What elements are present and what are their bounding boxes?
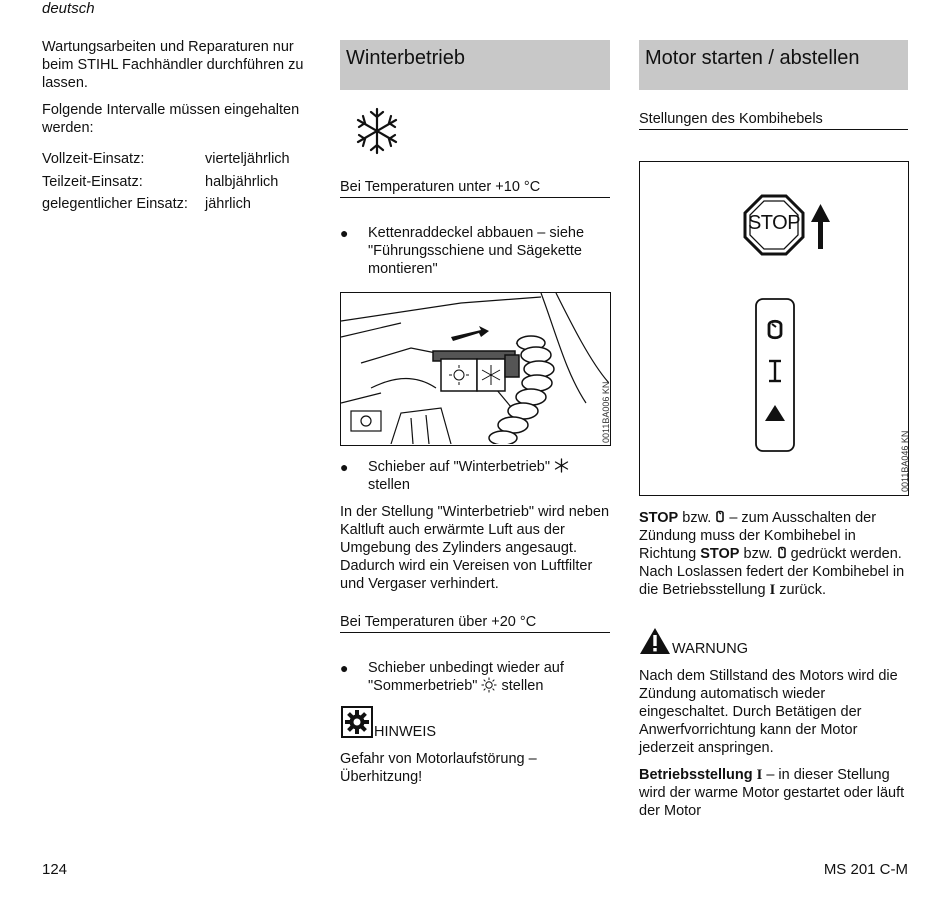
subheading-lever-positions: Stellungen des Kombihebels [639,110,908,130]
operating-position-label: Betriebsstellung [639,767,753,783]
stop-word: STOP [700,546,740,562]
warning-label: WARNUNG [672,641,748,657]
bullet-dot: ● [340,660,349,676]
interval-value: vierteljährlich [205,151,290,167]
stop-sign-text: STOP [747,212,801,234]
run-symbol: I [756,767,763,783]
bullet-dot: ● [340,459,349,475]
lever-positions-figure [639,161,909,496]
list-item-text [368,458,608,494]
text-part: – in dieser Stellung wird der warme Motor gestartet oder läuft der Motor [639,767,905,819]
list-item-text-part: "Sommerbetrieb" [368,678,478,694]
maintenance-paragraph: Wartungsarbeiten und Reparaturen nur beim STIHL Fachhändler durchführen zu lassen. [42,39,304,91]
notice-label: HINWEIS [374,724,437,740]
stop-word: STOP [639,510,679,526]
list-item-text-part: Schieber auf "Winterbetrieb" [368,459,550,475]
list-item-text [368,659,608,695]
list-item [340,458,610,496]
gear-notice-icon [341,706,373,738]
interval-label: Teilzeit-Einsatz: [42,174,143,190]
list-item-text-part: stellen [501,678,544,694]
interval-value: jährlich [205,196,251,212]
model-name: MS 201 C-M [823,861,908,878]
text-part: gedrückt werden. Nach Loslassen federt der Kombihebel in die Betriebsstellung [639,546,905,598]
list-item-text-part: stellen [368,477,410,493]
snowflake-icon [554,458,569,473]
off-symbol-icon [715,510,725,523]
run-symbol: I [769,582,776,598]
subheading-below-10: Bei Temperaturen unter +10 °C [340,178,610,198]
warning-triangle-icon [639,627,671,655]
off-symbol-icon [777,546,787,559]
subheading-above-20: Bei Temperaturen über +20 °C [340,613,610,633]
list-item-text: Kettenraddeckel abbauen – siehe "Führungsschiene und Sägekette montieren" [368,225,585,277]
intervals-intro: Folgende Intervalle müssen eingehalten werden: [42,102,300,136]
bullet-dot: ● [340,225,349,241]
interval-label: Vollzeit-Einsatz: [42,151,145,167]
figure-code: 0011BA006 KN [601,381,611,443]
interval-label: gelegentlicher Einsatz: [42,196,188,212]
interval-value: halbjährlich [205,174,279,190]
figure-code: 0011BA046 KN [900,430,910,492]
language-label: deutsch [42,0,95,17]
text-part: zurück. [779,582,827,598]
section-title-motor: Motor starten / abstellen [639,40,908,90]
warning-text: Nach dem Stillstand des Motors wird die Zündung automatisch wieder eingeschaltet. Durch Betätigen der Anwerfvorrichtung kann der Motor jederzeit anspringen. [639,668,898,756]
sun-icon [481,677,497,693]
snowflake-icon [354,106,400,156]
text-part: – zum Ausschalten der Zündung muss der Kombihebel in Richtung [639,510,877,562]
page-number: 124 [42,861,68,878]
list-item-text-part: Schieber unbedingt wieder auf [368,660,564,676]
stop-explanation [639,509,911,599]
slider-illustration [340,292,611,446]
text-part: bzw. [743,546,773,562]
winter-explanation: In der Stellung "Winterbetrieb" wird neben Kaltluft auch erwärmte Luft aus der Umgebung des Zylinders angesaugt. Dadurch wird ein Vereisen von Luftfilter und Vergaser verhindert. [340,504,610,592]
operating-position-paragraph [639,766,911,820]
list-item [340,224,610,280]
carburetor-slider-drawing [341,293,609,444]
notice-text: Gefahr von Motorlaufstörung – Überhitzung! [340,751,537,785]
section-title-winter: Winterbetrieb [340,40,610,90]
list-item [340,659,610,697]
text-part: bzw. [682,510,712,526]
